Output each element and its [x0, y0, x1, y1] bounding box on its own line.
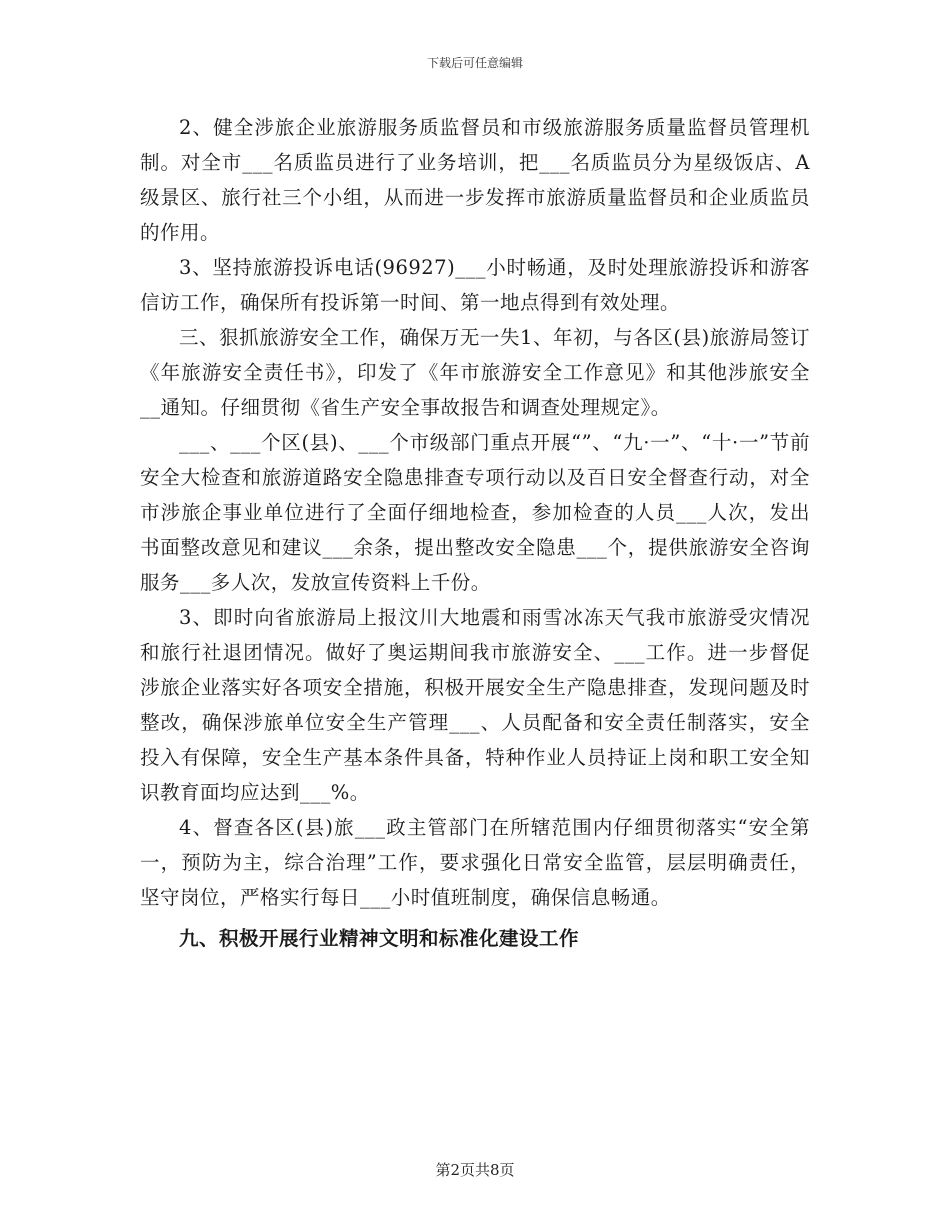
paragraph-disaster-report: 3、即时向省旅游局上报汶川大地震和雨雪冰冻天气我市旅游受灾情况和旅行社退团情况。做好了奥运期间我市旅游安全、___工作。进一步督促涉旅企业落实好各项安全措施，积极开展安全生产隐患排查，发现问题及时整改，确保涉旅单位安全生产管理___、人员配备和安全责任制落实，安全投入有保障，安全生产基本条件具备，特种作业人员持证上岗和职工安全知识教育面均应达到___%。	[140, 606, 810, 804]
paragraph-quality-supervisors: 2、健全涉旅企业旅游服务质监督员和市级旅游服务质量监督员管理机制。对全市___名质监员进行了业务培训，把___名质监员分为星级饭店、A级景区、旅行社三个小组，从而进一步发挥市旅游质量监督员和企业质监员的作用。	[140, 116, 810, 244]
paragraph-complaint-hotline: 3、坚持旅游投诉电话(96927)___小时畅通，及时处理旅游投诉和游客信访工作，确保所有投诉第一时间、第一地点得到有效处理。	[140, 256, 810, 314]
paragraph-safety-inspection: ___、___个区(县)、___个市级部门重点开展“”、“九·一”、“十·一”节前安全大检查和旅游道路安全隐患排查专项行动以及百日安全督查行动，对全市涉旅企事业单位进行了全面仔细地检查，参加检查的人员___人次，发出书面整改意见和建议___余条，提出整改安全隐患___个，提供旅游安全咨询服务___多人次，发放宣传资料上千份。	[140, 431, 810, 594]
section-heading: 九、积极开展行业精神文明和标准化建设工作	[179, 927, 580, 950]
document-body	[140, 110, 810, 956]
page-number: 第2页共8页	[435, 1161, 515, 1179]
paragraph-supervision: 4、督查各区(县)旅___政主管部门在所辖范围内仔细贯彻落实“安全第一，预防为主，综合治理”工作，要求强化日常安全监管，层层明确责任，坚守岗位，严格实行每日___小时值班制度，确保信息畅通。	[140, 816, 810, 909]
paragraph-safety-work: 三、狠抓旅游安全工作，确保万无一失1、年初，与各区(县)旅游局签订《年旅游安全责任书》，印发了《年市旅游安全工作意见》和其他涉旅安全__通知。仔细贯彻《省生产安全事故报告和调查处理规定》。	[140, 326, 810, 419]
header-note: 下载后可任意编辑	[426, 56, 523, 70]
